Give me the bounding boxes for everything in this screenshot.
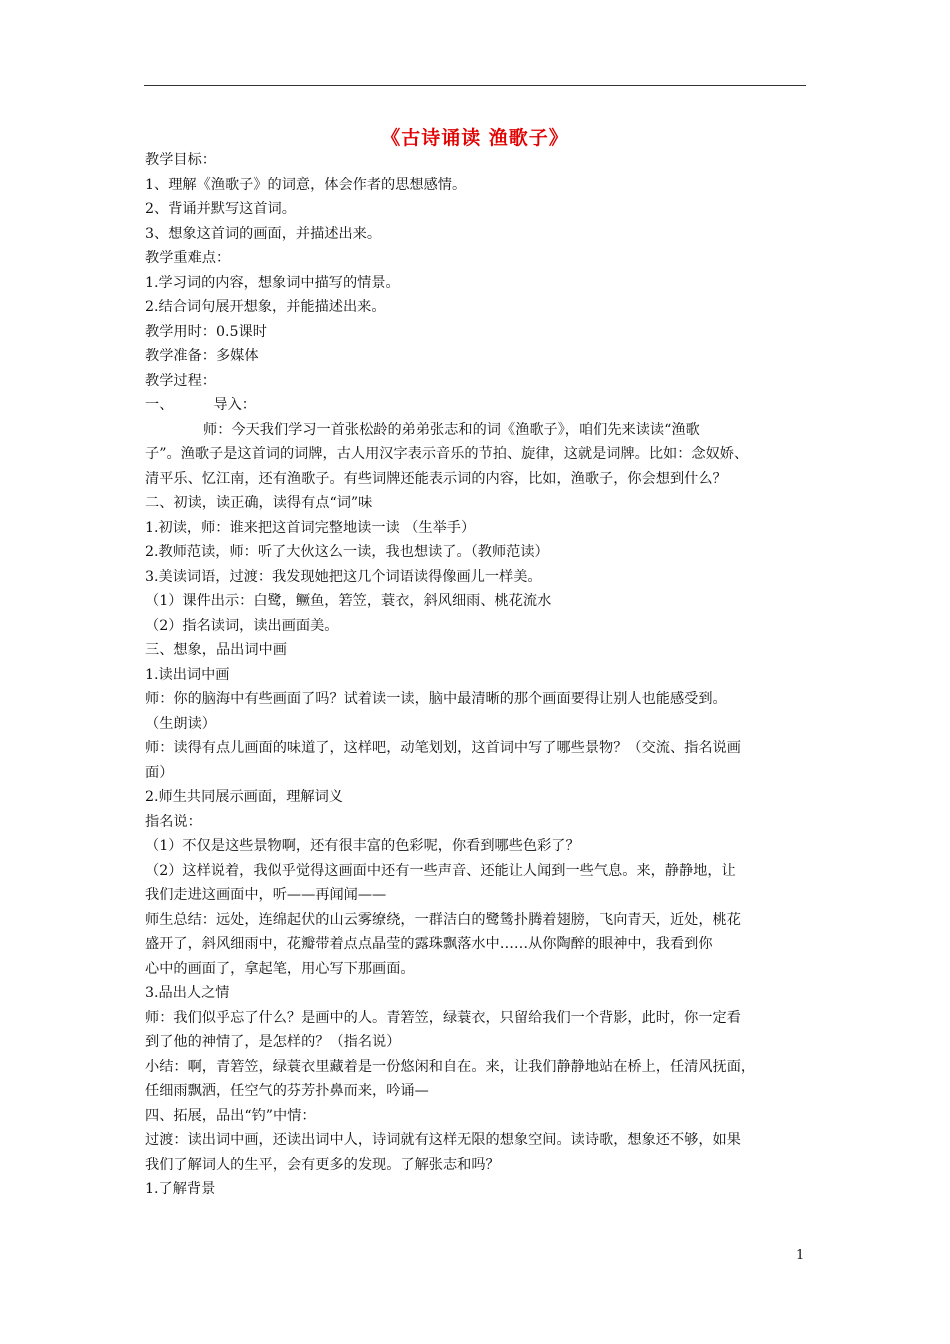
text-line: 清平乐、忆江南，还有渔歌子。有些词牌还能表示词的内容，比如，渔歌子，你会想到什么？ [145,470,727,487]
text-line: 1.读出词中画 [145,666,230,683]
document-title: 《古诗诵读 渔歌子》 [381,127,569,149]
text-line: 教学重难点： [145,250,231,266]
text-line: （生朗读） [145,715,216,732]
text-line: 盛开了，斜风细雨中，花瓣带着点点晶莹的露珠飘落水中……从你陶醉的眼神中，我看到你 [145,936,713,952]
text-line: 2.教师范读，师：听了大伙这么一读，我也想读了。（教师范读） [145,544,549,560]
text-line: （2）指名读词，读出画面美。 [145,617,339,634]
text-line: 2.师生共同展示画面，理解词义 [145,789,343,805]
text-line: 教学目标： [145,152,216,168]
section-number: 一、 [145,397,174,413]
text-line: 1.初读，师：谁来把这首词完整地读一读 （生举手） [145,519,476,536]
text-line: 师生总结：远处，连绵起伏的山云雾缭绕，一群洁白的鹭鸶扑腾着翅膀，飞向青天，近处，桃花 [145,911,741,928]
text-line: 到了他的神情了，是怎样的？（指名说） [145,1034,401,1050]
header-rule [144,85,806,86]
text-line: （2）这样说着，我似乎觉得这画面中还有一些声音、还能让人闻到一些气息。来，静静地，让 [145,862,736,879]
text-line: 师：读得有点儿画面的味道了，这样吧，动笔划划，这首词中写了哪些景物？（交流、指名说画 [145,740,741,756]
text-line: 面） [145,764,174,781]
text-line: 小结：啊，青箬笠，绿蓑衣里藏着是一份悠闲和自在。来，让我们静静地站在桥上，任清风抚面， [145,1058,756,1075]
text-line: 师：今天我们学习一首张松龄的弟弟张志和的词《渔歌子》，咱们先来读读“渔歌 [203,421,700,438]
text-line: 教学用时：0.5课时 [145,323,267,340]
page-number: 1 [796,1248,805,1263]
section-label: 导入： [213,397,256,413]
text-line: （1）课件出示：白鹭，鳜鱼，箬笠，蓑衣，斜风细雨、桃花流水 [145,593,552,609]
text-line: 教学过程： [145,372,216,389]
text-line: 3.美读词语，过渡：我发现她把这几个词语读得像画儿一样美。 [145,568,542,585]
text-line: 师：我们似乎忘了什么？是画中的人。青箬笠，绿蓑衣，只留给我们一个背影，此时，你一定看 [145,1009,741,1026]
text-line: 3、想象这首词的画面，并描述出来。 [145,225,382,242]
text-line: 我们走进这画面中，听——再闻闻—— [145,887,387,903]
text-line: 四、拓展，品出“钓”中情： [145,1107,316,1124]
text-line: 任细雨飘洒，任空气的芬芳扑鼻而来，吟诵— [145,1083,429,1099]
section-heading-1 [145,393,810,418]
text-line: 指名说： [145,813,202,830]
text-line: 师：你的脑海中有些画面了吗？试着读一读，脑中最清晰的那个画面要得让别人也能感受到。 [145,691,727,707]
text-line: 我们了解词人的生平，会有更多的发现。了解张志和吗？ [145,1156,500,1173]
text-line: 二、初读，读正确，读得有点“词”味 [145,495,373,511]
text-line: 2、背诵并默写这首词。 [145,201,296,217]
text-line: 子”。渔歌子是这首词的词牌，古人用汉字表示音乐的节拍、旋律，这就是词牌。比如：念奴娇、 [145,446,749,462]
text-line: 1、理解《渔歌子》的词意，体会作者的思想感情。 [145,176,467,193]
text-line: 心中的画面了，拿起笔，用心写下那画面。 [145,960,415,977]
text-line: 过渡：读出词中画，还读出词中人，诗词就有这样无限的想象空间。读诗歌，想象还不够，如果 [145,1132,741,1148]
text-line: （1）不仅是这些景物啊，还有很丰富的色彩呢，你看到哪些色彩了？ [145,838,580,854]
text-line: 1.学习词的内容，想象词中描写的情景。 [145,274,400,291]
text-line: 2.结合词句展开想象，并能描述出来。 [145,299,386,315]
text-line: 1.了解背景 [145,1181,216,1197]
text-line: 三、想象，品出词中画 [145,642,287,658]
text-line: 3.品出人之情 [145,985,230,1001]
text-line: 教学准备：多媒体 [145,348,259,364]
document-body [145,148,810,1202]
